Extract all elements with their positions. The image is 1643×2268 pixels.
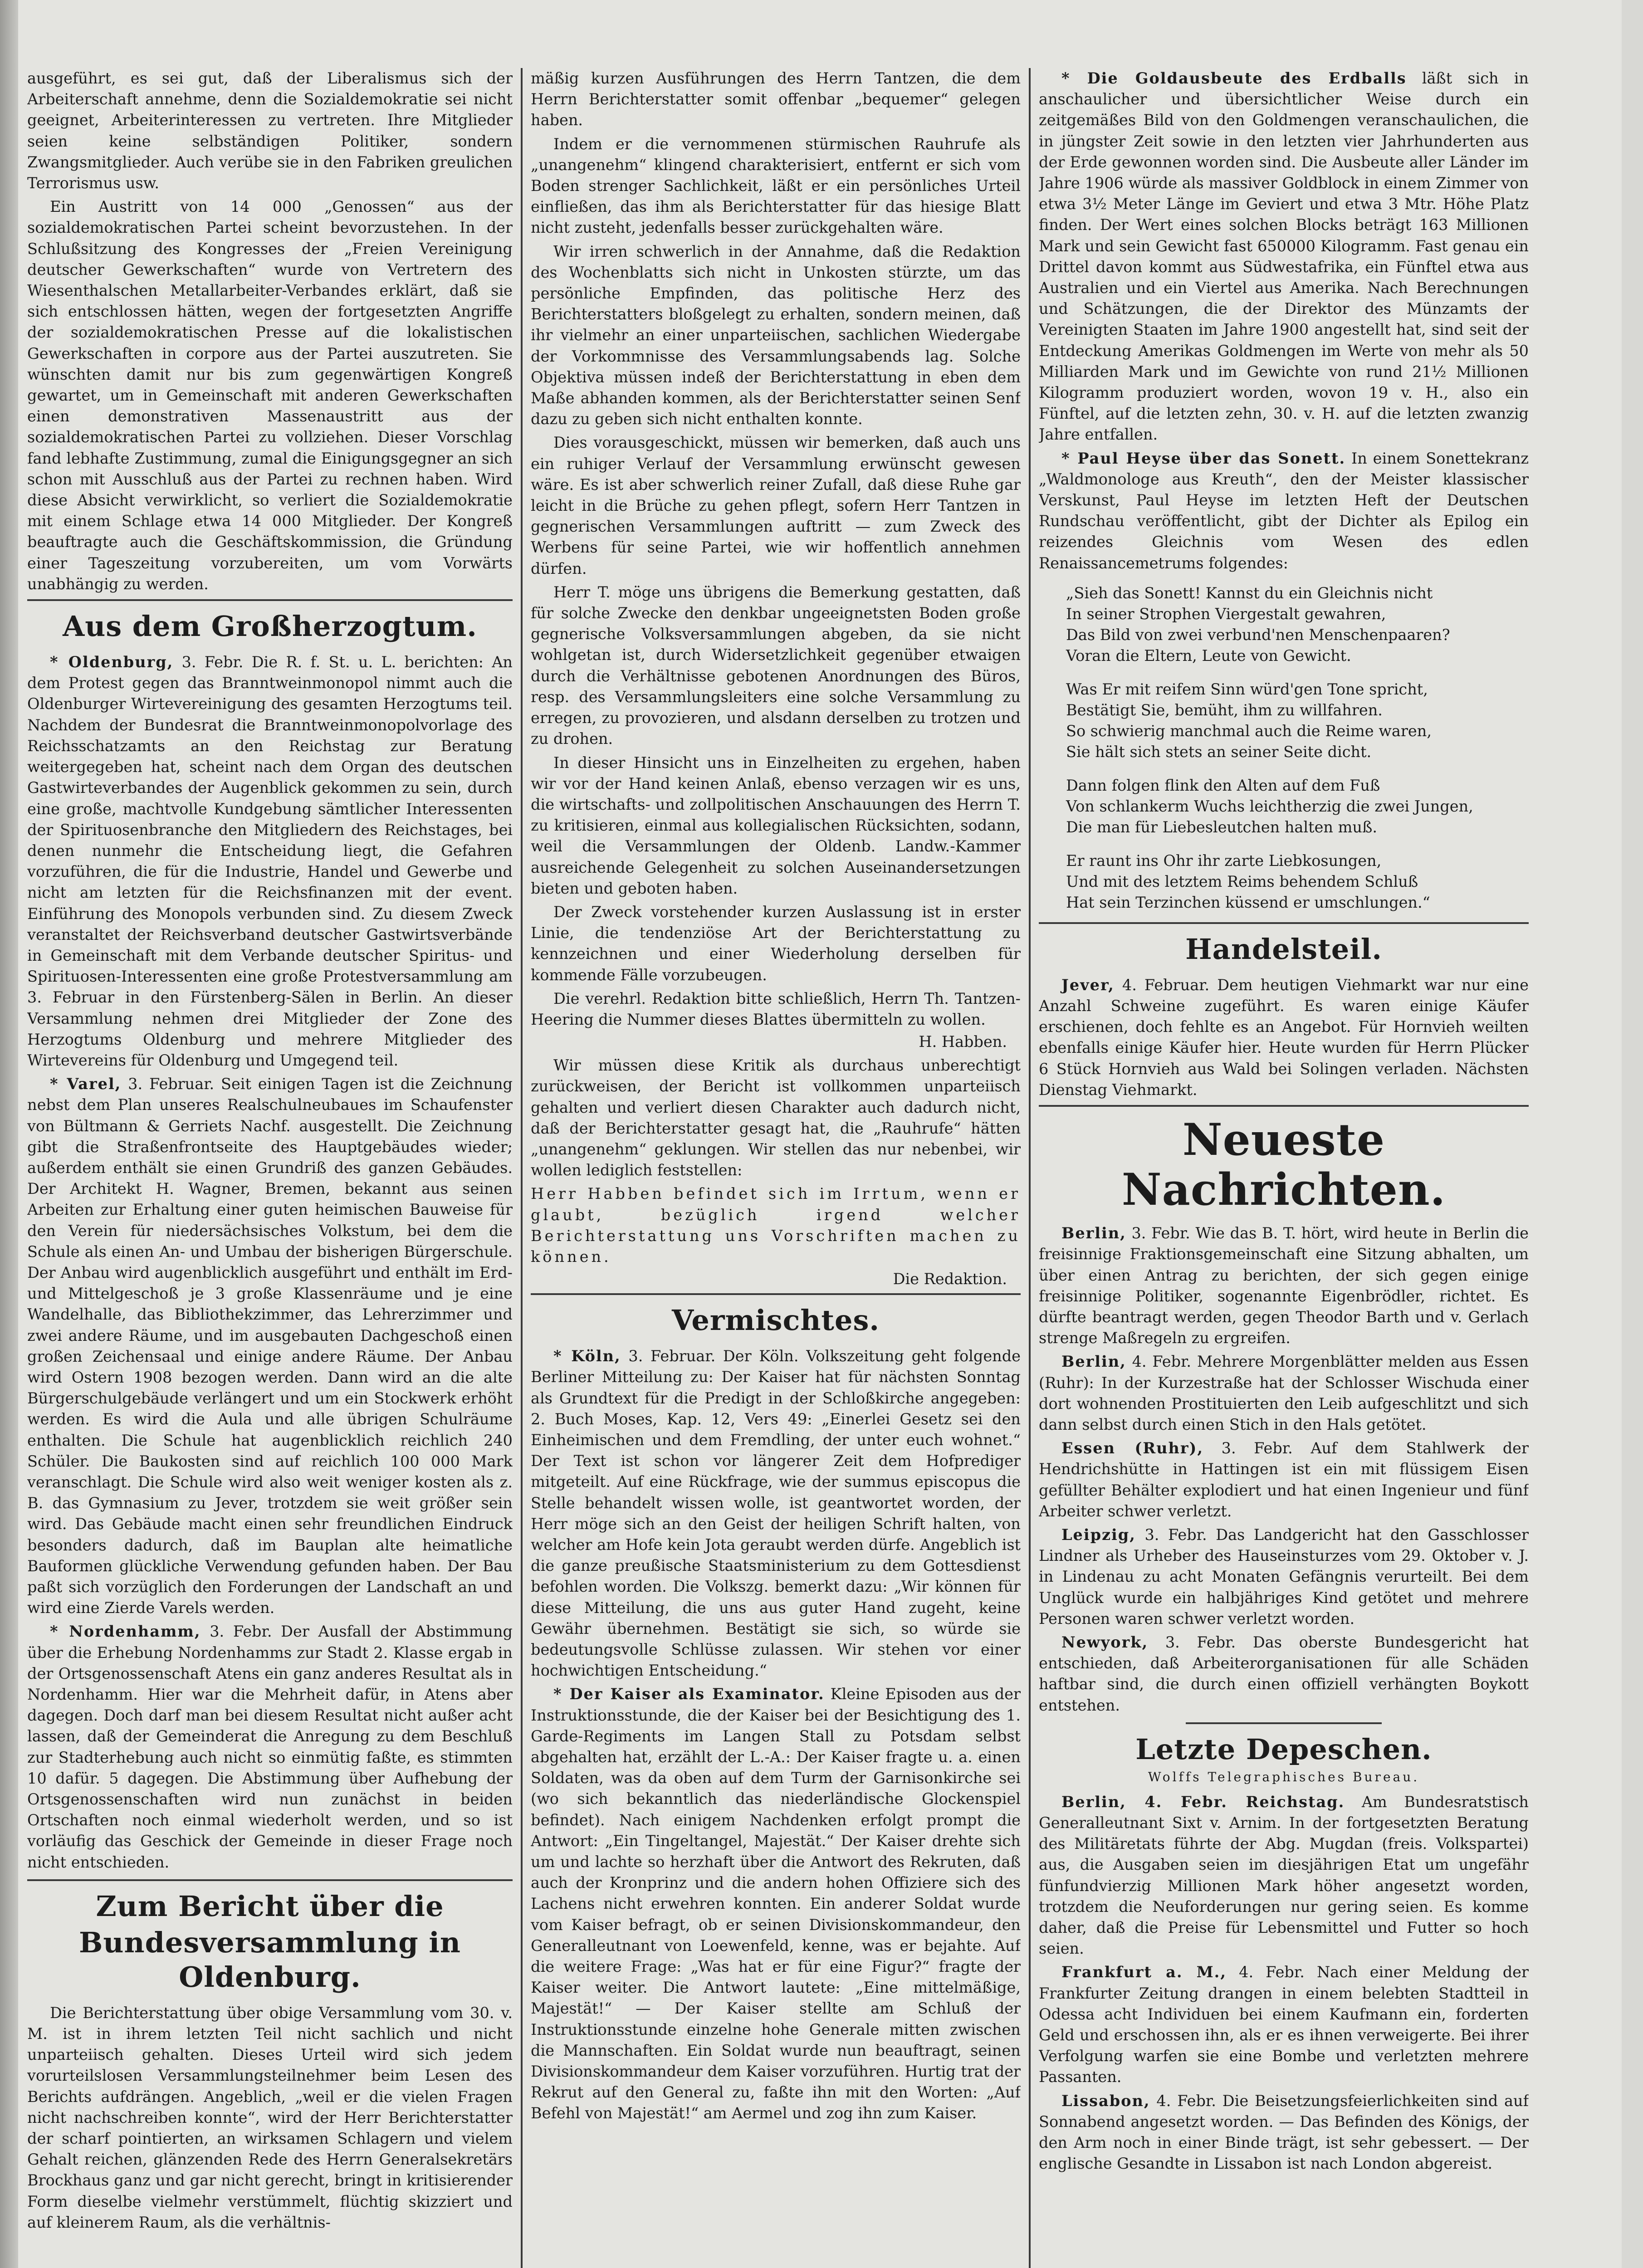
- agency-line: Wolffs Telegraphisches Bureau.: [1148, 1769, 1420, 1784]
- poem-line: Was Er mit reifem Sinn würd'gen Tone spricht,: [1066, 680, 1428, 698]
- dateline: * Varel,: [50, 1075, 122, 1093]
- dateline: Leipzig,: [1061, 1525, 1136, 1544]
- dateline: * Köln,: [553, 1347, 621, 1365]
- poem-line: „Sieh das Sonett! Kannst du ein Gleichnis nicht: [1066, 584, 1433, 602]
- section-heading: Zum Bericht über die: [96, 1889, 444, 1923]
- section-heading: Letzte Depeschen.: [1135, 1732, 1432, 1766]
- dateline: Lissabon,: [1061, 2092, 1150, 2110]
- paragraph: In einem Sonettekranz „Waldmonologe aus Kreuth“, den der Meister klassischer Verskunst, Paul Heyse im letzten Heft der Deutschen Rundschau veröffentlicht, gibt der Dichter als Epilog ein reizendes Gleichnis vom Wesen des edlen Renaissancemetrums folgendes:: [1039, 449, 1529, 572]
- section-heading: Vermischtes.: [672, 1304, 880, 1337]
- paragraph: 3. Febr. Das oberste Bundesgericht hat entschieden, daß Arbeiterorganisationen für alle Schäden haftbar sind, die durch einen offiziell verhängten Boykott entstehen.: [1039, 1633, 1529, 1714]
- poem-line: Die man für Liebesleutchen halten muß.: [1066, 818, 1377, 836]
- paragraph: Herr Habben befindet sich im Irrtum, wenn er glaubt, bezüglich irgend welcher Berichterstattung uns Vorschriften machen zu können.: [531, 1185, 1021, 1266]
- paragraph: 3. Februar. Seit einigen Tagen ist die Zeichnung nebst dem Plan unseres Realschulneubaues im Schaufenster von Bültmann & Gerriets Nachf. ausgestellt. Die Zeichnung gibt die Straßenfrontseite des Hauptgebäudes wieder; außerdem enthält sie einen Grundriß des ganzen Gebäudes. Der Architekt H. Wagner, Bremen, bekannt aus seinen Arbeiten zur Erhaltung einer guten heimischen Bauweise für den Verein für niedersächsisches Volkstum, bei dem die Schule als einen An- und Umbau der bisherigen Bürgerschule. Der Anbau wird augenblicklich ausgeführt und enthält im Erd- und Mittelgeschoß je 3 große Klassenräume und je eine Wandelhalle, das Bibliothekzimmer, das Lehrerzimmer und zwei andere Räume, und im ausgebauten Dachgeschoß einen großen Zeichensaal und einige andere Räume. Der Anbau wird Ostern 1908 bezogen werden. Dann wird an die alte Bürgerschulgebäude verlängert und um ein Stockwerk erhöht werden. Es wird die Aula und alle übrigen Schulräume enthalten. Die Schule hat augenblicklich reichlich 240 Schüler. Die Baukosten sind auf reichlich 100 000 Mark veranschlagt. Die Schule wird also weit weniger kosten als z. B. das Gymnasium zu Jever, trotzdem sie weit größer sein wird. Das Gebäude macht einen sehr freundlichen Eindruck besonders dadurch, daß im Bauplan alte heimatliche Bauformen glückliche Verwendung gefunden haben. Der Bau paßt sich vorzüglich den Forderungen der Landschaft an und wird eine Zierde Varels werden.: [27, 1075, 513, 1617]
- paragraph: Der Zweck vorstehender kurzen Auslassung ist in erster Linie, die tendenziöse Art der Berichterstattung zu kennzeichnen und einer Wiederholung derselben für kommende Fälle vorzubeugen.: [531, 903, 1021, 984]
- paragraph: Die Berichterstattung über obige Versammlung vom 30. v. M. ist in ihrem letzten Teil nicht sachlich und nicht unparteiisch gehalten. Dieses Urteil wird sich jedem vorurteilslosen Versammlungsteilnehmer beim Lesen des Berichts aufdrängen. Angeblich, „weil er die vielen Fragen nicht nachschreiben konnte“, wird der Herr Berichterstatter der scharf pointierten, an wirksamen Schlagern und vielem Gehalt reichen, glänzenden Rede des Herrn Generalsekretärs Brockhaus ganz und gar nicht gerecht, bringt in kritisierender Form dieselbe vielmehr verstümmelt, flüchtig skizziert und auf kleinerem Raum, als die verhältnis-: [27, 2004, 513, 2231]
- paragraph: läßt sich in anschaulicher und übersichtlicher Weise durch ein zeitgemäßes Bild von den Goldmengen veranschaulichen, die in jüngster Zeit sowie in den letzten vier Jahrhunderten aus der Erde gewonnen worden sind. Die Ausbeute aller Länder im Jahre 1906 würde als massiver Goldblock in einem Zimmer von etwa 3½ Meter Länge im Geviert und etwa 3 Mtr. Höhe Platz finden. Der Wert eines solchen Blocks beträgt 163 Millionen Mark und sein Gewicht fast 650000 Kilogramm. Fast genau ein Drittel davon kommt aus Südwestafrika, ein Fünftel etwa aus Australien und ein Viertel aus Amerika. Nach Berechnungen und Schätzungen, die der Direktor des Münzamts der Vereinigten Staaten im Jahre 1900 angestellt hat, sind seit der Entdeckung Amerikas Goldmengen im Werte von mehr als 50 Milliarden Mark und im Gewichte von rund 21½ Millionen Kilogramm produziert worden, wovon 19 v. H., also ein Fünftel, auf die letzten zehn, 30. v. H. auf die letzten zwanzig Jahre entfallen.: [1039, 69, 1529, 444]
- paragraph: ausgeführt, es sei gut, daß der Liberalismus sich der Arbeiterschaft annehme, denn die Sozialdemokratie sei nicht geeignet, Arbeiterinteressen zu vertreten. Ihre Mitglieder seien keine selbständigen Politiker, sondern Zwangsmitglieder. Auch verübe sie in den Fabriken greulichen Terrorismus usw.: [27, 69, 513, 192]
- paragraph: Kleine Episoden aus der Instruktionsstunde, die der Kaiser bei der Besichtigung des 1. Garde-Regiments im Langen Stall zu Potsdam selbst abgehalten hat, erzählt der L.-A.: Der Kaiser fragte u. a. einen Soldaten, was da oben auf dem Turm der Garnisonkirche sei (wo sich bekanntlich das niederländische Glockenspiel befindet). Nach einigem Nachdenken erfolgt prompt die Antwort: „Ein Tingeltangel, Majestät.“ Der Kaiser drehte sich um und lachte so herzhaft über die Antwort des Rekruten, daß auch der Kronprinz und die andern hohen Offiziere sich des Lachens nicht erwehren konnten. Ein anderer Soldat wurde vom Kaiser befragt, ob er seinen Divisionskommandeur, den Generalleutnant von Loewenfeld, kenne, was er bejahte. Auf die weitere Frage: „Was hat er für eine Figur?“ fragte der Kaiser weiter. Die Antwort lautete: „Eine mittelmäßige, Majestät!“ — Der Kaiser stellte am Schluß der Instruktionsstunde einzelne hohe Generale mitten zwischen die Mannschaften. Ein Soldat wurde nun beauftragt, seinen Divisionskommandeur dem Kaiser vorzuführen. Hurtig trat der Rekrut auf den General zu, faßte ihn mit den Worten: „Auf Befehl von Majestät!“ am Aermel und zog ihn zum Kaiser.: [531, 1685, 1021, 2122]
- poem-line: Dann folgen flink den Alten auf dem Fuß: [1066, 776, 1380, 794]
- paragraph: 4. Februar. Dem heutigen Viehmarkt war nur eine Anzahl Schweine zugeführt. Es waren einige Käufer erschienen, doch fehlte es an Angebot. Für Hornvieh weilten ebenfalls einige Käufer hier. Heute wurden für Herrn Plücker 6 Stück Hornvieh aus Wald bei Solingen verladen. Nächsten Dienstag Viehmarkt.: [1039, 976, 1529, 1099]
- newspaper-page: [18, 0, 1622, 2268]
- poem-line: Sie hält sich stets an seiner Seite dicht.: [1066, 743, 1372, 761]
- paragraph: Die verehrl. Redaktion bitte schließlich, Herrn Th. Tantzen-Heering die Nummer dieses Blattes übermitteln zu wollen.: [531, 989, 1021, 1028]
- section-heading: Aus dem Großherzogtum.: [63, 610, 477, 643]
- poem-line: Und mit des letztem Reims behendem Schluß: [1066, 872, 1418, 890]
- paragraph: 4. Febr. Nach einer Meldung der Frankfurter Zeitung drangen in einem belebten Stadtteil in Odessa acht Individuen bei einem Kaufmann ein, forderten Geld und erschossen ihn, als er es ihnen verweigerte. Bei ihrer Verfolgung warfen sie eine Bombe und verletzten mehrere Passanten.: [1039, 1963, 1529, 2086]
- page-edge: [0, 0, 18, 2268]
- paragraph: Dies vorausgeschickt, müssen wir bemerken, daß auch uns ein ruhiger Verlauf der Versammlung erwünscht gewesen wäre. Es ist aber schwerlich reiner Zufall, daß diese Ruhe gar leicht in die Brüche zu gehen pflegt, sofern Herr Tantzen in gegnerischen Versammlungen auftritt — zum Zweck des Werbens für seine Partei, wie wir hoffentlich annehmen dürfen.: [531, 434, 1021, 577]
- paragraph: 3. Febr. Das Landgericht hat den Gasschlosser Lindner als Urheber des Hauseinsturzes vom 29. Oktober v. J. in Lindenau zu acht Monaten Gefängnis verurteilt. Bei dem Unglück wurde ein halbjähriges Kind getötet und mehrere Personen waren schwer verletzt worden.: [1039, 1525, 1529, 1628]
- column-rule-right: [1029, 68, 1031, 2268]
- section-heading: Bundesversammlung in Oldenburg.: [79, 1926, 461, 1994]
- paragraph: 3. Februar. Der Köln. Volkszeitung geht folgende Berliner Mitteilung zu: Der Kaiser hat für nächsten Sonntag als Grundtext für die Predigt in der Schloßkirche angegeben: 2. Buch Moses, Kap. 12, Vers 49: „Einerlei Gesetz sei den Einheimischen und dem Fremdling, der unter euch wohnet.“ Der Text ist schon vor längerer Zeit dem Hofprediger mitgeteilt. Auf eine Rückfrage, wie der summus episcopus die Stelle behandelt wissen wolle, ist geantwortet worden, der Herr möge sich an den Geist der heiligen Schrift halten, von welcher am Hofe kein Jota geraubt werden dürfe. Angeblich ist die ganze preußische Staatsministerium zu dem Gottesdienst befohlen worden. Die Volkszg. bemerkt dazu: „Wir können für diese Mitteilung, die uns aus guter Hand zugeht, keine Gewähr übernehmen. Bestätigt sie sich, so würde sie bedeutungsvolle Schlüsse zulassen. Wir stehen vor einer hochwichtigen Entscheidung.“: [531, 1347, 1021, 1680]
- poem-line: So schwierig manchmal auch die Reime waren,: [1066, 722, 1432, 740]
- poem-line: Voran die Eltern, Leute von Gewicht.: [1066, 646, 1351, 665]
- dateline: * Paul Heyse über das Sonett.: [1061, 449, 1346, 467]
- poem-line: Das Bild von zwei verbund'nen Menschenpaaren?: [1066, 626, 1450, 644]
- paragraph: Wir müssen diese Kritik als durchaus unberechtigt zurückweisen, der Bericht ist vollkommen unparteiisch gehalten und verliert diesen Charakter auch dadurch nicht, daß der Berichterstatter gesagt hat, die „Rauhrufe“ hätten „unangenehm“ geklungen. Wir stellen das nur nebenbei, wir wollen lediglich feststellen:: [531, 1056, 1021, 1179]
- poem-line: Er raunt ins Ohr ihr zarte Liebkosungen,: [1066, 851, 1382, 870]
- section-rule: [1039, 922, 1529, 924]
- paragraph: 3. Febr. Auf dem Stahlwerk der Hendrichshütte in Hattingen ist ein mit flüssigem Eisen gefüllter Behälter explodiert und hat einen Ingenieur und fünf Arbeiter schwer verletzt.: [1039, 1439, 1529, 1520]
- column-right: [1039, 68, 1529, 2268]
- paragraph: mäßig kurzen Ausführungen des Herrn Tantzen, die dem Herrn Berichterstatter somit offenbar „bequemer“ gelegen haben.: [531, 69, 1021, 129]
- dateline: Jever,: [1061, 976, 1115, 994]
- dateline: * Oldenburg,: [50, 653, 174, 671]
- dateline: Berlin, 4. Febr. Reichstag.: [1061, 1793, 1345, 1811]
- paragraph: Herr T. möge uns übrigens die Bemerkung gestatten, daß für solche Zwecke den denkbar ungeeignetsten Boden große gegnerische Volksversammlungen abgeben, da sie nicht wohlgetan ist, durch Widersetzlichkeit gegenüber etwaigen durch die Verhältnisse gebotenen Anordnungen des Büros, resp. des Versammlungsleiters eine solche Versammlung zu erregen, zu provozieren, und alsdann derselben zu trotzen und zu drohen.: [531, 583, 1021, 748]
- signature: Die Redaktion.: [893, 1270, 1007, 1288]
- section-rule: [27, 1879, 513, 1881]
- paragraph: Wir irren schwerlich in der Annahme, daß die Redaktion des Wochenblatts sich nicht in Unkosten stürzte, um das persönliche Empfinden, das politische Herz des Berichterstatters bloßgelegt zu erhalten, sondern meinen, daß ihr vielmehr an einer unparteiischen, sachlichen Wiedergabe der Vorkommnisse des Versammlungsabends lag. Solche Objektiva müssen indeß der Berichterstattung in eben dem Maße abhanden kommen, als der Berichterstatter seinen Senf dazu zu geben sich nicht enthalten konnte.: [531, 242, 1021, 428]
- dateline: * Die Goldausbeute des Erdballs: [1061, 69, 1407, 87]
- column-middle: [531, 68, 1021, 2268]
- section-heading: Handelsteil.: [1185, 932, 1382, 966]
- poem-line: Hat sein Terzinchen küssend er umschlungen.“: [1066, 893, 1430, 911]
- section-rule: [27, 599, 513, 601]
- section-rule: [1039, 1105, 1529, 1107]
- poem-line: Von schlankerm Wuchs leichtherzig die zwei Jungen,: [1066, 797, 1473, 815]
- paragraph: Indem er die vernommenen stürmischen Rauhrufe als „unangenehm“ klingend charakterisiert, entfernt er sich vom Boden strenger Sachlichkeit, läßt er ein persönliches Urteil einfließen, das ihm als Berichterstatter für das hiesige Blatt nicht zusteht, jedenfalls besser zurückgehalten wäre.: [531, 135, 1021, 237]
- column-rule-left: [521, 68, 523, 2268]
- paragraph: 3. Febr. Die R. f. St. u. L. berichten: An dem Protest gegen das Branntweinmonopol nimmt auch die Oldenburger Wirtevereinigung des gesamten Herzogtums teil. Nachdem der Bundesrat die Branntweinmonopolvorlage des Reichsschatzamts an den Reichstag zur Beratung weitergegeben hat, scheint nach dem Organ des deutschen Gastwirteverbandes der Augenblick gekommen zu sein, durch eine große, machtvolle Kundgebung sämtlicher Interessenten der Spirituosenbranche den Mitgliedern des Reichstages, bei denen nunmehr die Entscheidung liegt, die Gefahren vorzuführen, die für die Industrie, Handel und Gewerbe und nicht am letzten für die Reichsfinanzen mit der event. Einführung des Monopols verbunden sind. Zu diesem Zweck veranstaltet der Reichsverband deutscher Gastwirtsverbände in Gemeinschaft mit dem Verbande deutscher Spiritus- und Spirituosen-Interessenten eine große Protestversammlung am 3. Februar in den Fürstenberg-Sälen in Berlin. An dieser Versammlung nehmen drei Mitglieder der Zone des Herzogtums Oldenburg und mehrere Mitglieder des Wirtevereins für Oldenburg und Umgegend teil.: [27, 653, 513, 1069]
- dateline: * Der Kaiser als Examinator.: [553, 1685, 825, 1703]
- sonnet: [1066, 583, 1529, 913]
- signature: H. Habben.: [919, 1033, 1007, 1051]
- paragraph: 3. Febr. Der Ausfall der Abstimmung über die Erhebung Nordenhamms zur Stadt 2. Klasse ergab in der Ortsgenossenschaft Atens ein ganz anderes Resultat als in Nordenhamm. Hier war die Mehrheit dafür, in Atens aber dagegen. Doch darf man bei diesem Resultat nicht außer acht lassen, daß der Gemeinderat die Anregung zu dem Beschluß zur Stadterhebung auch nicht so einmütig faßte, es stimmten 10 dafür. 5 dagegen. Die Abstimmung über Aufhebung der Ortsgenossenschaften wird nun zunächst in beiden Ortschaften noch einmal wiederholt werden, und so ist vorläufig das Geschick der Gemeinde in dieser Frage noch nicht entschieden.: [27, 1623, 513, 1871]
- dateline: Frankfurt a. M.,: [1061, 1963, 1227, 1981]
- column-left: [27, 68, 513, 2268]
- paragraph: 3. Febr. Wie das B. T. hört, wird heute in Berlin die freisinnige Fraktionsgemeinschaft eine Sitzung abhalten, um über einen Antrag zu berichten, der sich gegen einige freisinnige Politiker, sogenannte Eigenbrödler, richtet. Es dürfte beantragt werden, gegen Theodor Barth und v. Gerlach strenge Maßregeln zu ergreifen.: [1039, 1224, 1529, 1347]
- poem-line: Bestätigt Sie, bemüht, ihm zu willfahren.: [1066, 701, 1383, 719]
- section-heading: Neueste Nachrichten.: [1121, 1114, 1446, 1216]
- section-rule: [1186, 1722, 1382, 1724]
- poem-line: In seiner Strophen Viergestalt gewahren,: [1066, 605, 1386, 623]
- dateline: Berlin,: [1061, 1353, 1126, 1371]
- paragraph: Ein Austritt von 14 000 „Genossen“ aus der sozialdemokratischen Partei scheint bevorzustehen. In der Schlußsitzung des Kongresses der „Freien Vereinigung deutscher Gewerkschaften“ wurde von Vertretern des Wiesenthalschen Metallarbeiter-Verbandes erklärt, daß sie sich entschlossen hätten, wegen der fortgesetzten Angriffe der sozialdemokratischen Presse auf die lokalistischen Gewerkschaften in corpore aus der Partei auszutreten. Sie wünschten damit nur bis zum gegenwärtigen Kongreß gewartet, um in Gemeinschaft mit anderen Gewerkschaften einen demonstrativen Massenaustritt aus der sozialdemokratischen Partei zu vollziehen. Dieser Vorschlag fand lebhafte Zustimmung, zumal die Einigungsgegner an sich schon mit Ausschluß aus der Partei zu rechnen haben. Wird diese Absicht verwirklicht, so verliert die Sozialdemokratie mit einem Schlage etwa 14 000 Mitglieder. Der Kongreß beauftragte auch die Geschäftskommission, die Gründung einer Tageszeitung vorzubereiten, um vom Vorwärts unabhängig zu werden.: [27, 198, 513, 593]
- section-rule: [531, 1293, 1021, 1295]
- paragraph: 4. Febr. Die Beisetzungsfeierlichkeiten sind auf Sonnabend angesetzt worden. — Das Befinden des Königs, der den Arm noch in einer Binde trägt, ist sehr gebessert. — Der englische Gesandte in Lissabon ist nach London abgereist.: [1039, 2092, 1529, 2173]
- paragraph: 4. Febr. Mehrere Morgenblätter melden aus Essen (Ruhr): In der Kurzestraße hat der Schlosser Wischuda einer dort wohnenden Prostituierten den Leib aufgeschlitzt und sich dann selbst durch einen Stich in den Hals getötet.: [1039, 1353, 1529, 1433]
- dateline: Newyork,: [1061, 1633, 1149, 1651]
- dateline: Berlin,: [1061, 1224, 1126, 1242]
- dateline: * Nordenhamm,: [50, 1623, 201, 1641]
- dateline: Essen (Ruhr),: [1061, 1439, 1204, 1457]
- paragraph: In dieser Hinsicht uns in Einzelheiten zu ergehen, haben wir vor der Hand keinen Anlaß, ebenso verzagen wir es uns, die wirtschafts- und zollpolitischen Anschauungen des Herrn T. zu kritisieren, einmal aus kollegialischen Rücksichten, sodann, weil die Versammlungen der Oldenb. Landw.-Kammer ausreichende Gelegenheit zu solchen Auseinandersetzungen bieten und geboten haben.: [531, 753, 1021, 897]
- paragraph: Am Bundesratstisch Generalleutnant Sixt v. Arnim. In der fortgesetzten Beratung des Militäretats führte der Abg. Mugdan (freis. Volkspartei) aus, die Ausgaben seien im diesjährigen Etat um ungefähr fünfundvierzig Millionen Mark höher angesetzt worden, trotzdem die Neuforderungen nur gering seien. Es komme daher, daß die Preise für Lebensmittel und Futter so hoch seien.: [1039, 1793, 1529, 1958]
